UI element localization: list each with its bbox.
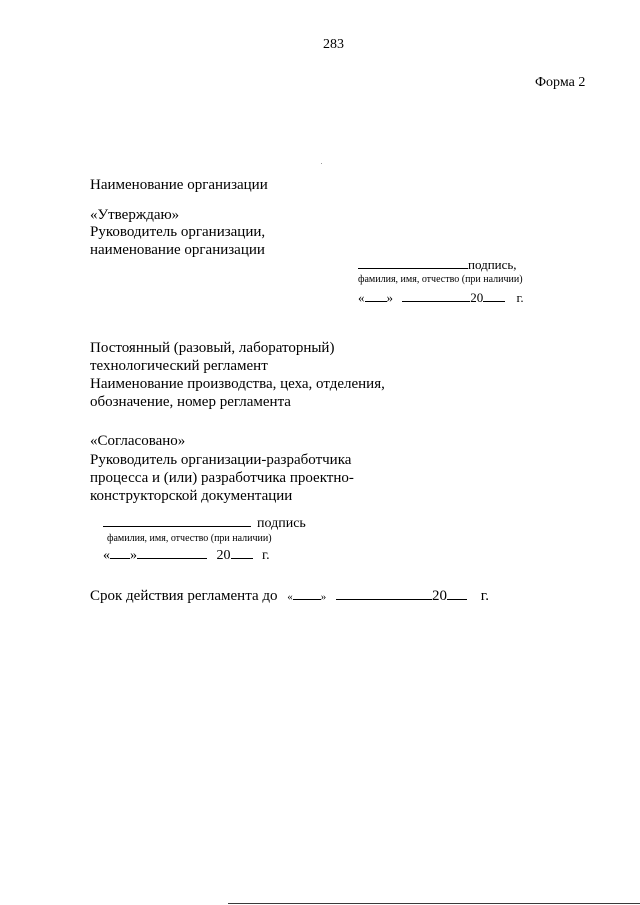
validity-row	[90, 586, 489, 607]
approval-day-line	[365, 289, 387, 302]
agreed-year-suffix: г.	[262, 548, 270, 563]
regulation-production: Наименование производства, цеха, отделения,	[90, 376, 385, 392]
approval-date-row	[358, 289, 524, 306]
approval-position: Руководитель организации,	[90, 224, 266, 240]
approval-fio-caption: фамилия, имя, отчество (при наличии)	[358, 274, 523, 285]
agreed-position: Руководитель организации-разработчика	[90, 452, 352, 468]
agreed-signature-label: подпись	[257, 516, 306, 531]
validity-day-line	[293, 587, 321, 600]
approval-year: 20	[470, 290, 484, 305]
form-label: Форма 2	[535, 75, 586, 90]
agreed-month-line	[137, 546, 207, 559]
validity-year-suffix: г.	[480, 588, 489, 604]
agreed-developer: процесса и (или) разработчика проектно-	[90, 470, 354, 486]
page-number: 283	[323, 37, 344, 52]
validity-month-line	[336, 587, 432, 600]
approval-year-line	[483, 289, 505, 302]
agreed-title: «Согласовано»	[90, 433, 186, 449]
organization-name: Наименование организации	[90, 177, 268, 193]
validity-date-open-quote: «	[287, 591, 293, 603]
agreed-signature-line	[103, 514, 251, 527]
agreed-signature-row	[103, 514, 306, 533]
approval-signature-line	[358, 256, 468, 269]
regulation-type: Постоянный (разовый, лабораторный)	[90, 340, 335, 356]
approval-year-suffix: г.	[516, 290, 524, 305]
agreed-date-row	[103, 546, 270, 565]
approval-date-open-quote: «	[358, 290, 365, 305]
regulation-kind: технологический регламент	[90, 358, 268, 374]
agreed-day-line	[110, 546, 130, 559]
approval-signature-row	[358, 256, 517, 273]
scan-speck	[321, 163, 322, 164]
validity-date-close-quote: »	[320, 591, 327, 603]
agreed-year-line	[231, 546, 253, 559]
approval-title: «Утверждаю»	[90, 207, 180, 223]
validity-label: Срок действия регламента до	[90, 588, 278, 604]
agreed-fio-caption: фамилия, имя, отчество (при наличии)	[107, 533, 272, 544]
approval-date-close-quote: »	[386, 290, 393, 305]
agreed-year: 20	[216, 548, 231, 563]
approval-signature-label: подпись,	[468, 257, 517, 272]
approval-organization: наименование организации	[90, 242, 265, 258]
agreed-documentation: конструкторской документации	[90, 488, 293, 504]
approval-month-line	[402, 289, 470, 302]
validity-year-line	[447, 587, 467, 600]
validity-year: 20	[431, 588, 447, 604]
agreed-date-open-quote: «	[103, 548, 110, 563]
agreed-date-close-quote: »	[130, 548, 137, 563]
scan-edge-line	[228, 903, 640, 904]
regulation-number: обозначение, номер регламента	[90, 394, 291, 410]
